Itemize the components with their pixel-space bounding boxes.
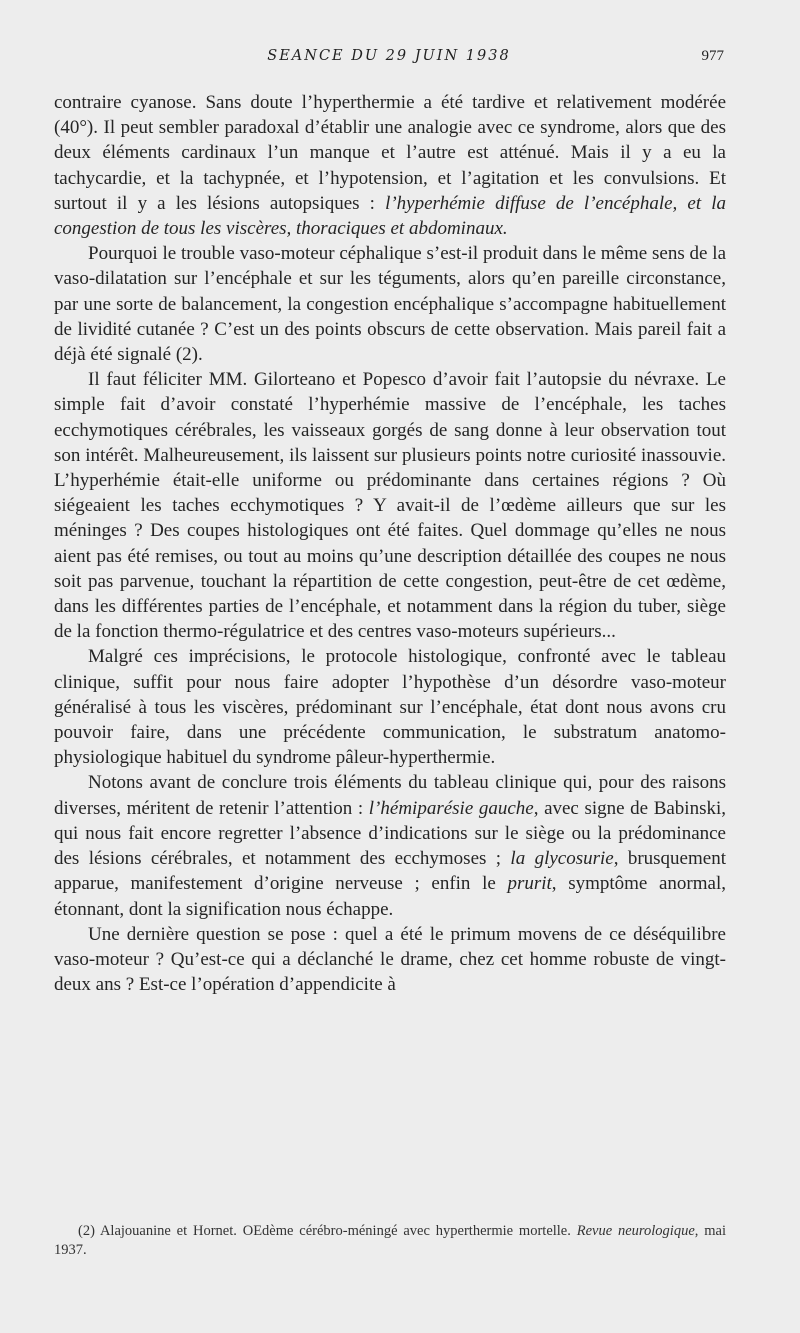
text-segment: (2) Alajouanine et Hornet. OEdème cérébro-méningé avec hyperthermie mortelle. xyxy=(78,1223,577,1239)
paragraph xyxy=(54,644,726,770)
paragraph xyxy=(54,770,726,921)
text-segment: Une dernière question se pose : quel a été le primum movens de ce déséquilibre vaso-moteur ? Qu’est-ce qui a déclanché le drame, chez cet homme robuste de vingt-deux ans ? Est-ce l’opération d’appendicite à xyxy=(54,923,726,996)
italic-text-segment: l’hyperhémie diffuse de l’encéphale, et la congestion de tous les viscères, thoraciques et abdominaux. xyxy=(54,192,726,240)
paragraph xyxy=(54,90,726,241)
paragraph xyxy=(54,367,726,644)
footnote-text xyxy=(54,1222,726,1260)
page-header xyxy=(54,46,724,70)
italic-text-segment: prurit xyxy=(507,873,552,895)
footnote xyxy=(54,1222,726,1260)
text-segment: Pourquoi le trouble vaso-moteur céphalique s’est-il produit dans le même sens de la vaso-dilatation sur l’encéphale et sur les téguments, alors qu’en pareille circonstance, par une sorte de balancement, la congestion encéphalique s’accompagne habituellement de lividité cutanée ? C’est un des points obscurs de cette observation. Mais pareil fait a déjà été signalé (2). xyxy=(54,243,726,366)
paragraph xyxy=(54,922,726,998)
text-segment: Il faut féliciter MM. Gilorteano et Popesco d’avoir fait l’autopsie du névraxe. Le simple fait d’avoir constaté l’hyperhémie massive de l’encéphale, les taches ecchymotiques cérébrales, les vaisseaux gorgés de sang donne à leur observation tout son intérêt. Malheureusement, ils laissent sur plusieurs points notre curiosité inassouvie. L’hyperhémie était-elle uniforme ou prédominante dans certaines régions ? Où siégeaient les taches ecchymotiques ? Y avait-il de l’œdème ailleurs que sur les méninges ? Des coupes histologiques ont été faites. Quel dommage qu’elles ne nous aient pas été remises, ou tout au moins qu’une description détaillée des coupes ne nous soit pas parvenue, touchant la répartition de cette congestion, peut-être de cet œdème, dans les différentes parties de l’encéphale, et notamment dans la région du tuber, siège de la fonction thermo-régulatrice et des centres vaso-moteurs supérieurs... xyxy=(54,369,726,643)
paragraph xyxy=(54,241,726,367)
text-segment: Malgré ces imprécisions, le protocole histologique, confronté avec le tableau clinique, suffit pour nous faire adopter l’hypothèse d’un désordre vaso-moteur généralisé à tous les viscères, prédominant sur l’encéphale, état dont nous avons cru pouvoir faire, dans une précédente communication, le substratum anatomo-physiologique habituel du syndrome pâleur-hyperthermie. xyxy=(54,646,726,769)
text-segment: , brusquement apparue, manifestement d’origine nerveuse ; enfin le xyxy=(54,848,726,895)
text-segment: , avec signe de Babinski, qui nous fait encore regretter l’absence d’indications sur le siège ou la prédominance des lésions cérébrales, et notamment des ecchymoses ; xyxy=(54,797,726,870)
text-segment: contraire cyanose. Sans doute l’hyperthermie a été tardive et relativement modérée (40°). Il peut sembler paradoxal d’établir une analogie avec ce syndrome, alors que des deux éléments cardinaux l’un manque et l’autre est atténué. Mais il y a eu la tachycardie, et la tachypnée, et l’hypotension, et l’agitation et les convulsions. Et surtout il y a les lésions autopsiques : xyxy=(54,92,726,214)
text-segment: , symptôme anormal, étonnant, dont la signification nous échappe. xyxy=(54,873,726,920)
text-segment: , mai 1937. xyxy=(54,1223,726,1258)
page-number: 977 xyxy=(701,48,724,64)
italic-text-segment: l’hémiparésie gauche xyxy=(368,797,534,819)
text-segment: Notons avant de conclure trois éléments du tableau clinique qui, pour des raisons diverses, méritent de retenir l’attention : xyxy=(54,772,726,819)
italic-text-segment: la glycosurie xyxy=(510,848,614,870)
running-head: SEANCE DU 29 JUIN 1938 xyxy=(267,48,511,64)
body-text xyxy=(54,90,726,997)
italic-text-segment: Revue neurologique xyxy=(576,1223,695,1239)
